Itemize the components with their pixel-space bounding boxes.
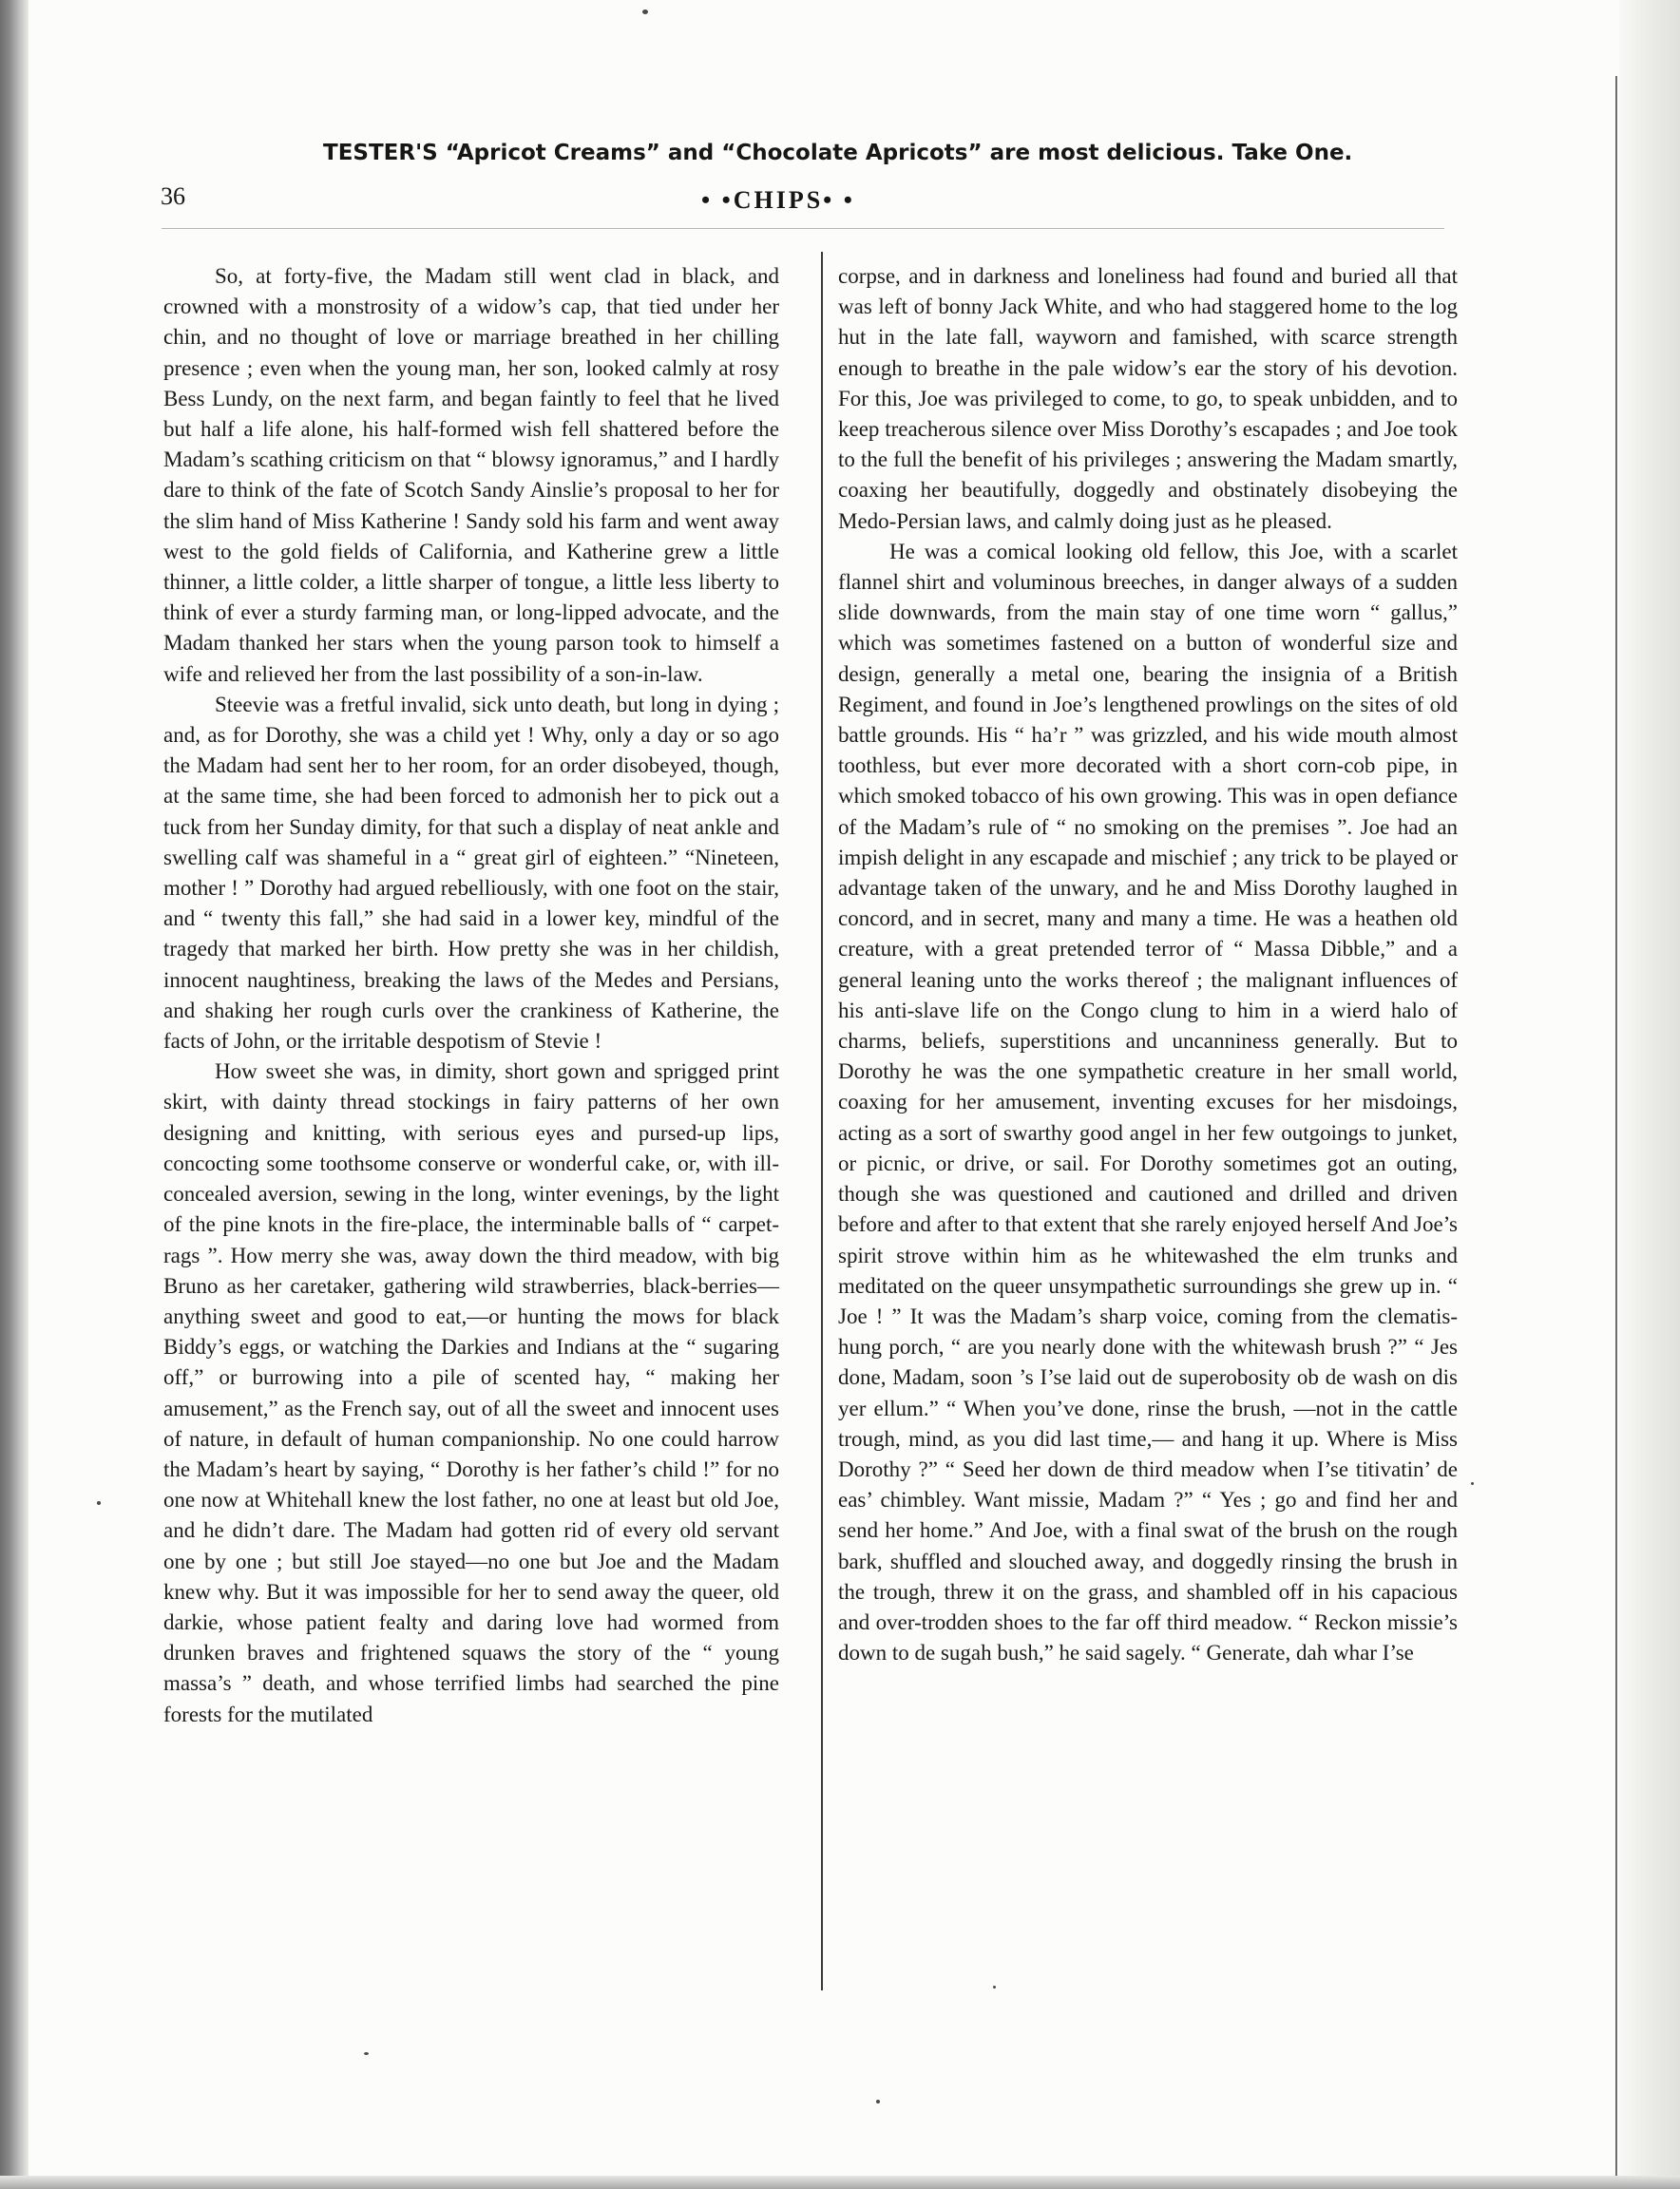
dust-speck (364, 2052, 369, 2055)
dust-speck (97, 1501, 101, 1505)
page-number: 36 (161, 182, 185, 210)
left-column (163, 261, 779, 1730)
right-column (838, 261, 1458, 1668)
paragraph: How sweet she was, in dimity, short gown and sprigged print skirt, with dainty thread stockings in fairy patterns of her own designing and knitting, with serious eyes and pursed-up lips, concocting some toothsome conserve or wonderful cake, or, with ill-concealed aversion, sewing in the long, winter evenings, by the light of the pine knots in the fire-place, the interminable balls of “ carpet-rags ”. How merry she was, away down the third meadow, with big Bruno as her caretaker, gathering wild strawberries, black-berries—anything sweet and good to eat,—or hunting the mows for black Biddy’s eggs, or watching the Darkies and Indians at the “ sugaring off,” or burrowing into a pile of scented hay, “ making her amusement,” as the French say, out of all the sweet and innocent uses of nature, in default of human companionship. No one could harrow the Madam’s heart by saying, “ Dorothy is her father’s child !” for no one now at Whitehall knew the lost father, no one at least but old Joe, and he didn’t dare. The Madam had gotten rid of every old servant one by one ; but still Joe stayed—no one but Joe and the Madam knew why. But it was impossible for her to send away the queer, old darkie, whose patient fealty and daring love had wormed from drunken braves and frightened squaws the story of the “ young massa’s ” death, and whose terrified limbs had searched the pine forests for the mutilated (163, 1059, 779, 1726)
page-bottom-edge (0, 2176, 1680, 2189)
paragraph: So, at forty-five, the Madam still went clad in black, and crowned with a monstrosity of a widow’s cap, that tied under her chin, and no thought of love or marriage breathed in her chilling presence ; even when the young man, her son, looked calmly at rosy Bess Lundy, on the next farm, and began faintly to feel that he lived but half a life alone, his half-formed wish fell shattered before the Madam’s scathing criticism on that “ blowsy ignoramus,” and I hardly dare to think of the fate of Scotch Sandy Ainslie’s proposal to her for the slim hand of Miss Katherine ! Sandy sold his farm and went away west to the gold fields of California, and Katherine grew a little thinner, a little colder, a little sharper of tongue, a little less liberty to think of ever a sturdy farming man, or long-lipped advocate, and the Madam thanked her stars when the young parson took to himself a wife and relieved her from the last possibility of a son-in-law. (163, 264, 779, 686)
dust-speck (1471, 1482, 1474, 1485)
page-right-edge (1619, 0, 1680, 2189)
dust-speck (876, 2100, 880, 2103)
column-divider (821, 252, 823, 1990)
paragraph: He was a comical looking old fellow, this Joe, with a scarlet flannel shirt and voluminous breeches, in danger always of a sudden slide downwards, from the main stay of one time worn “ gallus,” which was sometimes fastened on a button of wonderful size and design, generally a metal one, bearing the insignia of a British Regiment, and found in Joe’s lengthened prowlings on the sites of old battle grounds. His “ ha’r ” was grizzled, and his wide mouth almost toothless, but ever more decorated with a short corn-cob pipe, in which smoked tobacco of his own growing. This was in open defiance of the Madam’s rule of “ no smoking on the premises ”. Joe had an impish delight in any escapade and mischief ; any trick to be played or advantage taken of the unwary, and he and Miss Dorothy laughed in concord, and in secret, many and many a time. He was a heathen old creature, with a great pretended terror of “ Massa Dibble,” and a general leaning unto the works thereof ; the malignant influences of his anti-slave life on the Congo clung to him in a wierd halo of charms, beliefs, superstitions and uncanniness generally. But to Dorothy he was the one sympathetic creature in her small world, coaxing for her amusement, inventing excuses for her misdoings, acting as a sort of swarthy good angel in her few outgoings to junket, or picnic, or drive, or sail. For Dorothy sometimes got an outing, though she was questioned and cautioned and drilled and driven before and after to that extent that she rarely enjoyed herself And Joe’s spirit strove within him as he whitewashed the elm trunks and meditated on the queer unsympathetic surroundings she grew up in. “ Joe ! ” It was the Madam’s sharp voice, coming from the clematis-hung porch, “ are you nearly done with the whitewash brush ?” “ Jes done, Madam, soon ’s I’se laid out de superobosity ob de wash on dis yer ellum.” “ When you’ve done, rinse the brush, —not in the cattle trough, mind, as you did last time,— and hang it up. Where is Miss Dorothy ?” “ Seed her down de third meadow when I’se titivatin’ de eas’ chimbley. Want missie, Madam ?” “ Yes ; go and find her and send her home.” And Joe, with a final swat of the brush on the rough bark, shuffled and slouched away, and doggedly rinsing the brush in the trough, threw it on the grass, and shambled off in his capacious and over-trodden shoes to the far off third meadow. “ Reckon missie’s down to de sugah bush,” he said sagely. “ Generate, dah whar I’se (838, 539, 1458, 1666)
magazine-masthead: • •CHIPS• • (701, 186, 855, 214)
dust-speck (642, 10, 648, 14)
advertisement-banner: TESTER'S “Apricot Creams” and “Chocolate Apricots” are most delicious. Take One. (323, 141, 1353, 165)
page-binding-shadow (0, 0, 29, 2189)
paragraph: Steevie was a fretful invalid, sick unto death, but long in dying ; and, as for Dorothy, she was a child yet ! Why, only a day or so ago the Madam had sent her to her room, for an order disobeyed, though, at the same time, she had been forced to admonish her to pick out a tuck from her Sunday dimity, for that such a display of neat ankle and swelling calf was shameful in a “ great girl of eighteen.” “Nineteen, mother ! ” Dorothy had argued rebelliously, with one foot on the stair, and “ twenty this fall,” she had said in a lower key, mindful of the tragedy that marked her birth. How pretty she was in her childish, innocent naughtiness, breaking the laws of the Medes and Persians, and shaking her rough curls over the crankiness of Katherine, the facts of John, or the irritable despotism of Stevie ! (163, 692, 779, 1054)
paragraph: corpse, and in darkness and loneliness had found and buried all that was left of bonny Jack White, and who had staggered home to the log hut in the late fall, wayworn and famished, with scarce strength enough to breathe in the pale widow’s ear the story of his devotion. For this, Joe was privileged to come, to go, to speak unbidden, and to keep treacherous silence over Miss Dorothy’s escapades ; and Joe took to the full the benefit of his privileges ; answering the Madam smartly, coaxing her beautifully, doggedly and obstinately disobeying the Medo-Persian laws, and calmly doing just as he pleased. (838, 264, 1458, 533)
header-rule (162, 228, 1444, 229)
dust-speck (993, 1986, 996, 1989)
page-fold-line (1615, 76, 1617, 2185)
